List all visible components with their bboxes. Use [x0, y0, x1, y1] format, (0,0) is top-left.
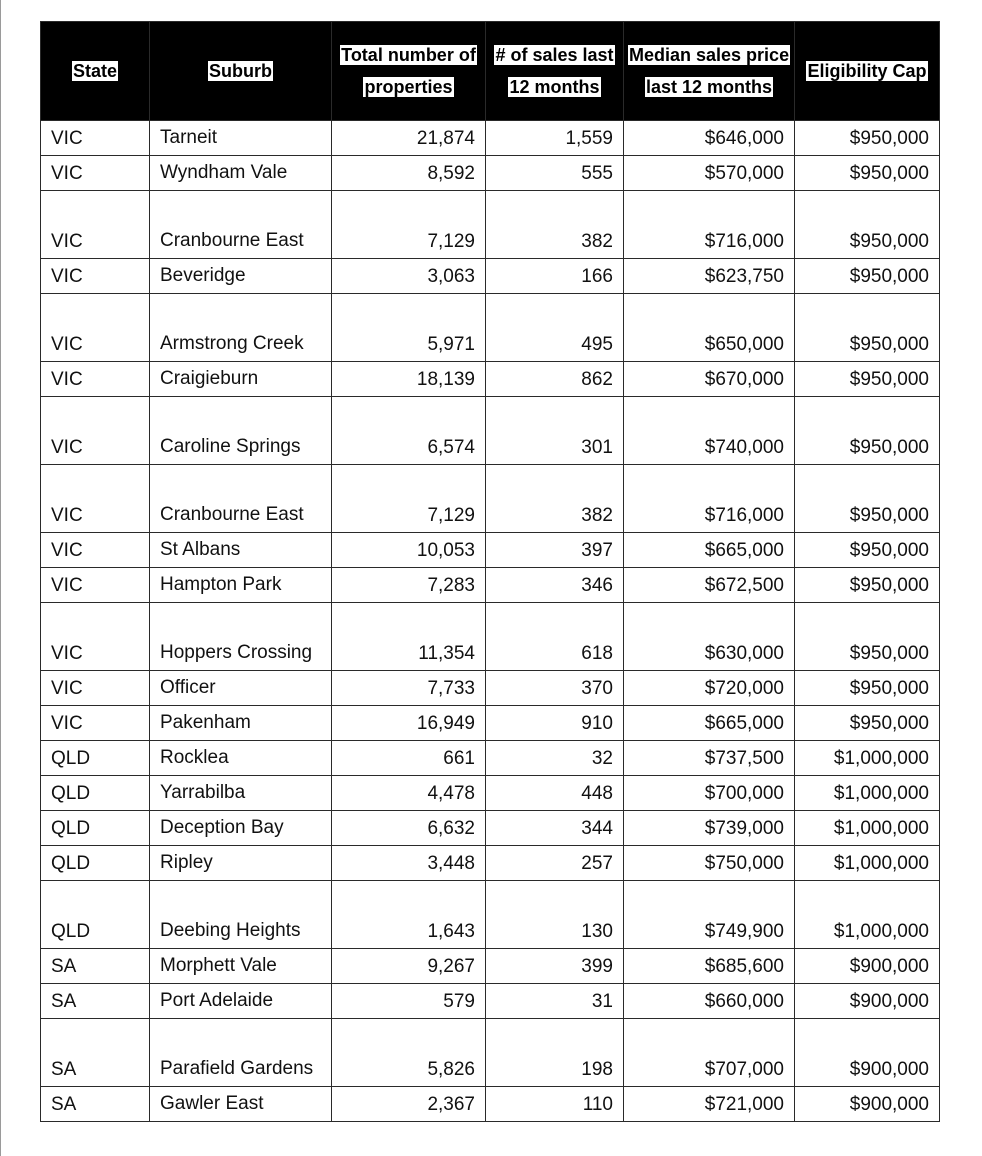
cell-state: QLD	[41, 846, 150, 881]
cell-state: VIC	[41, 465, 150, 533]
cell-eligibility-cap: $900,000	[795, 1019, 940, 1087]
cell-total-properties: 4,478	[332, 776, 486, 811]
cell-sales-count: 257	[486, 846, 624, 881]
cell-total-properties: 6,574	[332, 397, 486, 465]
cell-eligibility-cap: $900,000	[795, 949, 940, 984]
cell-suburb: Beveridge	[150, 259, 332, 294]
table-row	[41, 191, 940, 259]
cell-state: VIC	[41, 121, 150, 156]
cell-median-price: $672,500	[624, 568, 795, 603]
cell-state: QLD	[41, 811, 150, 846]
cell-eligibility-cap: $1,000,000	[795, 846, 940, 881]
cell-sales-count: 344	[486, 811, 624, 846]
cell-total-properties: 8,592	[332, 156, 486, 191]
table-row	[41, 741, 940, 776]
cell-state: VIC	[41, 568, 150, 603]
table-header	[41, 22, 940, 121]
table-row	[41, 568, 940, 603]
table-row	[41, 811, 940, 846]
cell-suburb: Deebing Heights	[150, 881, 332, 949]
cell-total-properties: 7,129	[332, 191, 486, 259]
cell-state: VIC	[41, 671, 150, 706]
cell-eligibility-cap: $1,000,000	[795, 776, 940, 811]
table-row	[41, 949, 940, 984]
cell-total-properties: 21,874	[332, 121, 486, 156]
cell-median-price: $630,000	[624, 603, 795, 671]
cell-median-price: $650,000	[624, 294, 795, 362]
cell-total-properties: 6,632	[332, 811, 486, 846]
cell-eligibility-cap: $1,000,000	[795, 811, 940, 846]
cell-state: SA	[41, 984, 150, 1019]
cell-state: VIC	[41, 191, 150, 259]
table-row	[41, 533, 940, 568]
table-row	[41, 294, 940, 362]
cell-median-price: $739,000	[624, 811, 795, 846]
cell-suburb: Rocklea	[150, 741, 332, 776]
table-row	[41, 706, 940, 741]
cell-suburb: Tarneit	[150, 121, 332, 156]
cell-median-price: $716,000	[624, 465, 795, 533]
table-row	[41, 465, 940, 533]
cell-total-properties: 16,949	[332, 706, 486, 741]
cell-state: VIC	[41, 294, 150, 362]
cell-sales-count: 32	[486, 741, 624, 776]
cell-sales-count: 198	[486, 1019, 624, 1087]
cell-total-properties: 3,063	[332, 259, 486, 294]
cell-median-price: $665,000	[624, 533, 795, 568]
cell-total-properties: 7,129	[332, 465, 486, 533]
cell-sales-count: 399	[486, 949, 624, 984]
cell-state: VIC	[41, 259, 150, 294]
cell-median-price: $670,000	[624, 362, 795, 397]
cell-state: QLD	[41, 776, 150, 811]
cell-suburb: Deception Bay	[150, 811, 332, 846]
table-row	[41, 1087, 940, 1122]
table-body	[41, 121, 940, 1122]
cell-median-price: $665,000	[624, 706, 795, 741]
cell-eligibility-cap: $950,000	[795, 671, 940, 706]
table-row	[41, 259, 940, 294]
cell-state: VIC	[41, 706, 150, 741]
cell-suburb: Port Adelaide	[150, 984, 332, 1019]
cell-sales-count: 166	[486, 259, 624, 294]
cell-eligibility-cap: $900,000	[795, 984, 940, 1019]
cell-sales-count: 910	[486, 706, 624, 741]
cell-sales-count: 1,559	[486, 121, 624, 156]
cell-median-price: $737,500	[624, 741, 795, 776]
table-row	[41, 362, 940, 397]
cell-suburb: Armstrong Creek	[150, 294, 332, 362]
table-row	[41, 881, 940, 949]
cell-suburb: Hoppers Crossing	[150, 603, 332, 671]
cell-sales-count: 110	[486, 1087, 624, 1122]
cell-total-properties: 9,267	[332, 949, 486, 984]
cell-suburb: Cranbourne East	[150, 465, 332, 533]
header-median-price: Median sales price last 12 months	[624, 22, 795, 121]
cell-sales-count: 382	[486, 191, 624, 259]
cell-state: VIC	[41, 156, 150, 191]
cell-sales-count: 31	[486, 984, 624, 1019]
cell-median-price: $685,600	[624, 949, 795, 984]
cell-sales-count: 448	[486, 776, 624, 811]
table-row	[41, 671, 940, 706]
cell-suburb: Pakenham	[150, 706, 332, 741]
cell-suburb: Officer	[150, 671, 332, 706]
cell-state: VIC	[41, 603, 150, 671]
cell-median-price: $720,000	[624, 671, 795, 706]
cell-eligibility-cap: $950,000	[795, 259, 940, 294]
cell-eligibility-cap: $950,000	[795, 191, 940, 259]
table-row	[41, 397, 940, 465]
cell-sales-count: 397	[486, 533, 624, 568]
table-row	[41, 1019, 940, 1087]
cell-median-price: $707,000	[624, 1019, 795, 1087]
cell-eligibility-cap: $950,000	[795, 156, 940, 191]
cell-eligibility-cap: $950,000	[795, 706, 940, 741]
cell-eligibility-cap: $950,000	[795, 603, 940, 671]
cell-median-price: $700,000	[624, 776, 795, 811]
cell-sales-count: 130	[486, 881, 624, 949]
cell-sales-count: 618	[486, 603, 624, 671]
sales-table	[40, 21, 940, 1122]
cell-suburb: Wyndham Vale	[150, 156, 332, 191]
cell-total-properties: 11,354	[332, 603, 486, 671]
cell-median-price: $721,000	[624, 1087, 795, 1122]
header-suburb: Suburb	[150, 22, 332, 121]
cell-total-properties: 5,826	[332, 1019, 486, 1087]
cell-total-properties: 661	[332, 741, 486, 776]
cell-sales-count: 301	[486, 397, 624, 465]
header-sales-count: # of sales last 12 months	[486, 22, 624, 121]
cell-total-properties: 2,367	[332, 1087, 486, 1122]
cell-suburb: Craigieburn	[150, 362, 332, 397]
cell-median-price: $749,900	[624, 881, 795, 949]
cell-state: VIC	[41, 533, 150, 568]
cell-median-price: $660,000	[624, 984, 795, 1019]
cell-sales-count: 346	[486, 568, 624, 603]
cell-total-properties: 5,971	[332, 294, 486, 362]
header-state: State	[41, 22, 150, 121]
table-row	[41, 984, 940, 1019]
cell-eligibility-cap: $1,000,000	[795, 881, 940, 949]
cell-suburb: Yarrabilba	[150, 776, 332, 811]
cell-suburb: Caroline Springs	[150, 397, 332, 465]
cell-suburb: Hampton Park	[150, 568, 332, 603]
cell-suburb: Morphett Vale	[150, 949, 332, 984]
cell-eligibility-cap: $950,000	[795, 465, 940, 533]
cell-total-properties: 7,733	[332, 671, 486, 706]
cell-total-properties: 1,643	[332, 881, 486, 949]
table-row	[41, 846, 940, 881]
cell-sales-count: 382	[486, 465, 624, 533]
cell-total-properties: 579	[332, 984, 486, 1019]
cell-state: QLD	[41, 741, 150, 776]
cell-suburb: Gawler East	[150, 1087, 332, 1122]
header-total-properties: Total number of properties	[332, 22, 486, 121]
cell-sales-count: 555	[486, 156, 624, 191]
cell-eligibility-cap: $900,000	[795, 1087, 940, 1122]
cell-total-properties: 3,448	[332, 846, 486, 881]
cell-suburb: St Albans	[150, 533, 332, 568]
cell-eligibility-cap: $950,000	[795, 294, 940, 362]
cell-state: SA	[41, 1087, 150, 1122]
header-eligibility-cap: Eligibility Cap	[795, 22, 940, 121]
cell-total-properties: 10,053	[332, 533, 486, 568]
cell-eligibility-cap: $1,000,000	[795, 741, 940, 776]
cell-suburb: Cranbourne East	[150, 191, 332, 259]
cell-state: SA	[41, 1019, 150, 1087]
cell-suburb: Ripley	[150, 846, 332, 881]
cell-state: SA	[41, 949, 150, 984]
cell-total-properties: 18,139	[332, 362, 486, 397]
table-row	[41, 776, 940, 811]
cell-sales-count: 862	[486, 362, 624, 397]
cell-suburb: Parafield Gardens	[150, 1019, 332, 1087]
cell-state: VIC	[41, 362, 150, 397]
cell-total-properties: 7,283	[332, 568, 486, 603]
header-row	[41, 22, 940, 121]
cell-median-price: $716,000	[624, 191, 795, 259]
table-row	[41, 156, 940, 191]
cell-eligibility-cap: $950,000	[795, 397, 940, 465]
cell-median-price: $623,750	[624, 259, 795, 294]
cell-median-price: $750,000	[624, 846, 795, 881]
cell-sales-count: 495	[486, 294, 624, 362]
cell-state: VIC	[41, 397, 150, 465]
cell-median-price: $570,000	[624, 156, 795, 191]
cell-eligibility-cap: $950,000	[795, 362, 940, 397]
cell-eligibility-cap: $950,000	[795, 121, 940, 156]
cell-sales-count: 370	[486, 671, 624, 706]
table-row	[41, 603, 940, 671]
table-row	[41, 121, 940, 156]
cell-state: QLD	[41, 881, 150, 949]
cell-median-price: $740,000	[624, 397, 795, 465]
cell-eligibility-cap: $950,000	[795, 533, 940, 568]
cell-median-price: $646,000	[624, 121, 795, 156]
cell-eligibility-cap: $950,000	[795, 568, 940, 603]
